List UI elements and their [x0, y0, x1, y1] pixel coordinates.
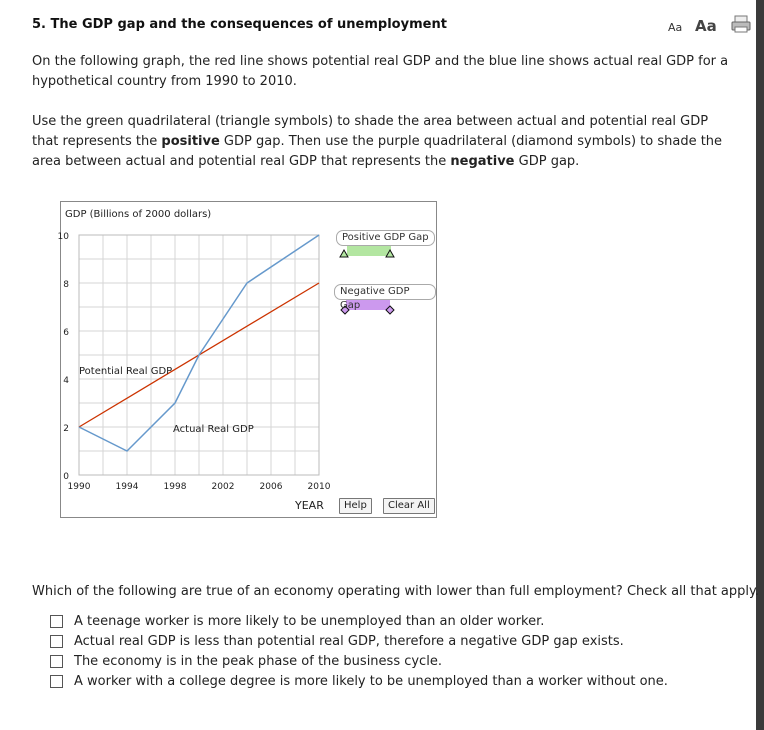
question-prompt: Which of the following are true of an economy operating with lower than full employment? Check all that apply.	[32, 584, 759, 599]
decrease-font-button[interactable]: Aa	[668, 21, 683, 34]
y-tick-label: 4	[63, 376, 69, 386]
positive-gap-tool[interactable]: Positive GDP Gap	[336, 230, 435, 246]
y-tick-label: 6	[63, 328, 69, 338]
gdp-chart	[57, 202, 436, 517]
answer-option-label: A teenage worker is more likely to be unemployed than an older worker.	[74, 614, 545, 629]
instructions-paragraph-1: On the following graph, the red line shows potential real GDP and the blue line shows actual real GDP for a hypothetical country from 1990 to 2010.	[32, 54, 729, 89]
instructions-paragraph-2: Use the green quadrilateral (triangle symbols) to shade the area between actual and potential real GDP that represents the positive GDP gap. Then use the purple quadrilateral (diamond symbols) to shade the area between actual and potential real GDP that represents the negative GDP gap.	[32, 114, 723, 169]
y-tick-label: 0	[63, 472, 69, 482]
answer-option[interactable]	[50, 614, 544, 629]
clear-all-button[interactable]: Clear All	[383, 498, 435, 514]
x-tick-label: 2010	[307, 482, 331, 492]
x-tick-label: 1994	[115, 482, 139, 492]
x-tick-label: 2002	[211, 482, 235, 492]
help-button[interactable]: Help	[339, 498, 372, 514]
increase-font-button[interactable]: Aa	[695, 17, 717, 35]
checkbox[interactable]	[50, 655, 63, 668]
negative-gap-tool[interactable]: Negative GDP Gap	[334, 284, 436, 300]
answer-option[interactable]	[50, 634, 624, 649]
x-axis-label: YEAR	[295, 499, 324, 512]
y-tick-label: 2	[63, 424, 69, 434]
question-title: 5. The GDP gap and the consequences of unemployment	[32, 17, 447, 32]
printer-icon[interactable]	[731, 15, 751, 33]
answer-option-label: A worker with a college degree is more likely to be unemployed than a worker without one.	[74, 674, 668, 689]
potential-gdp-label: Potential Real GDP	[79, 366, 173, 377]
y-tick-label: 10	[57, 232, 69, 242]
graph-panel	[57, 201, 437, 518]
actual-gdp-label: Actual Real GDP	[173, 424, 254, 435]
answer-option-label: The economy is in the peak phase of the business cycle.	[74, 654, 442, 669]
checkbox[interactable]	[50, 635, 63, 648]
x-tick-label: 2006	[259, 482, 283, 492]
checkbox[interactable]	[50, 615, 63, 628]
x-tick-label: 1998	[163, 482, 187, 492]
answer-option-label: Actual real GDP is less than potential real GDP, therefore a negative GDP gap exists.	[74, 634, 624, 649]
answer-option[interactable]	[50, 674, 668, 689]
answer-option[interactable]	[50, 654, 442, 669]
window-edge	[756, 0, 764, 730]
chart-ticks	[58, 232, 331, 492]
checkbox[interactable]	[50, 675, 63, 688]
positive-gap-triangle-handle[interactable]	[340, 250, 348, 257]
x-tick-label: 1990	[67, 482, 91, 492]
y-axis-label: GDP (Billions of 2000 dollars)	[65, 209, 212, 220]
y-tick-label: 8	[63, 280, 69, 290]
positive-gap-swatch	[347, 246, 391, 256]
